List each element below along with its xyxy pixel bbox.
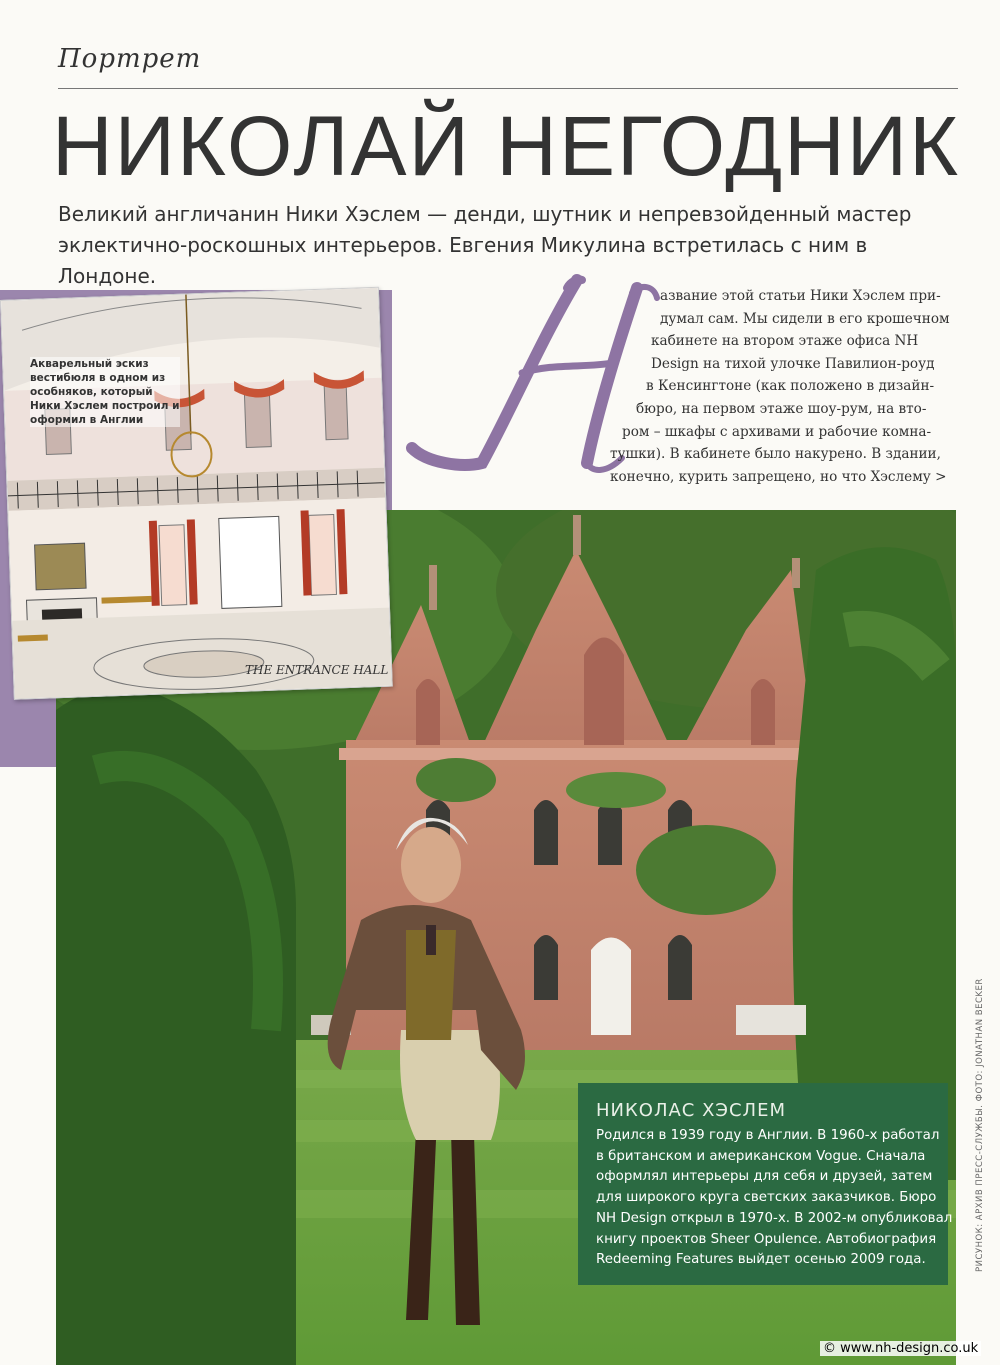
bio-line: NH Design открыл в 1970-х. В 2002-м опубликовал	[596, 1210, 953, 1226]
sketch-caption: Акварельный эскиз вестибюля в одном из особняков, который Ники Хэслем построил и оформил в Англии	[30, 358, 180, 426]
body-line: ром – шкафы с архивами и рабочие комна-	[622, 423, 932, 440]
body-line: тушки). В кабинете было накурено. В здании,	[610, 446, 941, 463]
body-line: азвание этой статьи Ники Хэслем при-	[660, 288, 941, 304]
body-line: конечно, курить запрещено, но что Хэслему >	[610, 468, 947, 485]
article-title: НИКОЛАЙ НЕГОДНИК	[52, 99, 961, 193]
section-rubric: Портрет	[58, 44, 202, 74]
body-line: бюро, на первом этаже шоу-рум, на вто-	[636, 400, 927, 417]
watercolor-sketch	[0, 287, 393, 700]
article-lead: Великий англичанин Ники Хэслем — денди, шутник и непревзойденный мастер эклектично-роскошных интерьеров. Евгения Микулина встретилась с ним в Лондоне.	[58, 202, 912, 288]
article-body	[608, 285, 968, 488]
header-divider	[58, 88, 958, 89]
body-line: кабинете на втором этаже офиса NH	[651, 333, 919, 350]
bio-line: в британском и американском Vogue. Сначала	[596, 1148, 926, 1164]
body-line: думал сам. Мы сидели в его крошечном	[660, 310, 950, 327]
copyright-notice: © www.nh-design.co.uk	[820, 1341, 981, 1356]
bio-line: Redeeming Features выйдет осенью 2009 года.	[596, 1252, 926, 1268]
bio-line: оформлял интерьеры для себя и друзей, затем	[596, 1169, 933, 1185]
body-line: в Кенсингтоне (как положено в дизайн-	[646, 378, 935, 395]
bio-name: НИКОЛАС ХЭСЛЕМ	[596, 1100, 786, 1121]
bio-line: Родился в 1939 году в Англии. В 1960-х работал	[596, 1128, 940, 1143]
bio-line: книгу проектов Sheer Opulence. Автобиография	[596, 1231, 937, 1247]
bio-line: для широкого круга светских заказчиков. Бюро	[596, 1190, 937, 1206]
body-line: Design на тихой улочке Павилион-роуд	[651, 355, 935, 372]
photo-credit: РИСУНОК: АРХИВ ПРЕСС-СЛУЖБЫ. ФОТО: JONATHAN BECKER	[975, 978, 985, 1272]
sketch-inscription: THE ENTRANCE HALL	[245, 663, 389, 677]
bio-text	[596, 1126, 953, 1271]
